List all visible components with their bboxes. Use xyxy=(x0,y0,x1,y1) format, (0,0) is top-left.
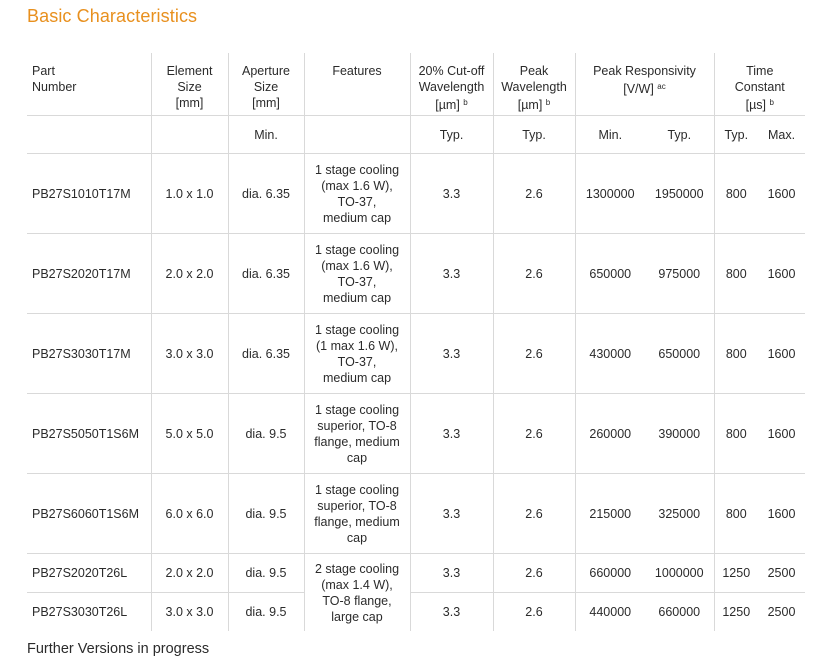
cell-element-size: 2.0 x 2.0 xyxy=(151,234,228,314)
header-element-size: Element Size [mm] xyxy=(151,53,228,116)
cell-aperture: dia. 6.35 xyxy=(228,234,304,314)
footer-note: Further Versions in progress xyxy=(27,641,210,657)
cell-cutoff: 3.3 xyxy=(410,234,493,314)
cell-resp-min: 215000 xyxy=(575,474,645,554)
table-row xyxy=(27,234,805,314)
subheader-tc-max: Max. xyxy=(758,116,805,154)
cell-aperture: dia. 9.5 xyxy=(228,474,304,554)
cell-resp-typ: 325000 xyxy=(645,474,714,554)
cell-features: 1 stage cooling (max 1.6 W), TO-37, medium cap xyxy=(304,154,410,234)
cell-peak: 2.6 xyxy=(493,234,575,314)
cell-tc-typ: 1250 xyxy=(714,554,758,593)
cell-resp-min: 1300000 xyxy=(575,154,645,234)
cell-cutoff: 3.3 xyxy=(410,554,493,593)
subheader-resp-typ: Typ. xyxy=(645,116,714,154)
subheader-row xyxy=(27,116,805,154)
cell-resp-min: 260000 xyxy=(575,394,645,474)
cell-tc-typ: 800 xyxy=(714,474,758,554)
cell-tc-max: 2500 xyxy=(758,554,805,593)
cell-tc-typ: 1250 xyxy=(714,593,758,632)
cell-part-number: PB27S2020T17M xyxy=(27,234,151,314)
cell-aperture: dia. 9.5 xyxy=(228,593,304,632)
cell-resp-typ: 1950000 xyxy=(645,154,714,234)
header-peak-responsivity: Peak Responsivity [V/W] $^{ac}$ xyxy=(575,53,714,116)
cell-part-number: PB27S2020T26L xyxy=(27,554,151,593)
cell-tc-max: 1600 xyxy=(758,314,805,394)
header-features: Features xyxy=(304,53,410,116)
header-row xyxy=(27,53,805,116)
header-cutoff-wavelength: 20% Cut-off Wavelength [µm] $^b$ xyxy=(410,53,493,116)
cell-element-size: 6.0 x 6.0 xyxy=(151,474,228,554)
cell-tc-typ: 800 xyxy=(714,394,758,474)
cell-aperture: dia. 9.5 xyxy=(228,554,304,593)
cell-cutoff: 3.3 xyxy=(410,474,493,554)
cell-part-number: PB27S5050T1S6M xyxy=(27,394,151,474)
cell-aperture: dia. 6.35 xyxy=(228,314,304,394)
cell-aperture: dia. 9.5 xyxy=(228,394,304,474)
cell-features: 1 stage cooling (1 max 1.6 W), TO-37, medium cap xyxy=(304,314,410,394)
cell-resp-typ: 1000000 xyxy=(645,554,714,593)
cell-element-size: 1.0 x 1.0 xyxy=(151,154,228,234)
cell-tc-typ: 800 xyxy=(714,154,758,234)
cell-element-size: 3.0 x 3.0 xyxy=(151,593,228,632)
cell-element-size: 2.0 x 2.0 xyxy=(151,554,228,593)
cell-resp-typ: 650000 xyxy=(645,314,714,394)
cell-tc-max: 1600 xyxy=(758,154,805,234)
cell-aperture: dia. 6.35 xyxy=(228,154,304,234)
cell-resp-typ: 975000 xyxy=(645,234,714,314)
cell-part-number: PB27S3030T17M xyxy=(27,314,151,394)
cell-tc-max: 1600 xyxy=(758,474,805,554)
subheader-peak-typ: Typ. xyxy=(493,116,575,154)
characteristics-table xyxy=(27,53,805,631)
cell-tc-max: 1600 xyxy=(758,394,805,474)
table-row xyxy=(27,154,805,234)
cell-cutoff: 3.3 xyxy=(410,394,493,474)
table-row xyxy=(27,554,805,593)
header-aperture-size: Aperture Size [mm] xyxy=(228,53,304,116)
cell-peak: 2.6 xyxy=(493,154,575,234)
cell-resp-typ: 390000 xyxy=(645,394,714,474)
table-row xyxy=(27,394,805,474)
cell-features: 1 stage cooling (max 1.6 W), TO-37, medium cap xyxy=(304,234,410,314)
cell-peak: 2.6 xyxy=(493,394,575,474)
cell-resp-min: 430000 xyxy=(575,314,645,394)
cell-peak: 2.6 xyxy=(493,314,575,394)
section-title: Basic Characteristics xyxy=(27,6,198,26)
cell-cutoff: 3.3 xyxy=(410,593,493,632)
table-row xyxy=(27,474,805,554)
cell-tc-max: 1600 xyxy=(758,234,805,314)
cell-peak: 2.6 xyxy=(493,593,575,632)
cell-resp-min: 440000 xyxy=(575,593,645,632)
subheader-aperture-min: Min. xyxy=(228,116,304,154)
cell-cutoff: 3.3 xyxy=(410,154,493,234)
subheader-cutoff-typ: Typ. xyxy=(410,116,493,154)
cell-element-size: 3.0 x 3.0 xyxy=(151,314,228,394)
cell-peak: 2.6 xyxy=(493,554,575,593)
cell-part-number: PB27S6060T1S6M xyxy=(27,474,151,554)
cell-tc-typ: 800 xyxy=(714,234,758,314)
cell-cutoff: 3.3 xyxy=(410,314,493,394)
header-time-constant: Time Constant [µs] $^b$ xyxy=(714,53,805,116)
cell-tc-max: 2500 xyxy=(758,593,805,632)
cell-features-shared: 2 stage cooling (max 1.4 W), TO-8 flange, large cap xyxy=(304,554,410,632)
cell-tc-typ: 800 xyxy=(714,314,758,394)
cell-resp-typ: 660000 xyxy=(645,593,714,632)
cell-features: 1 stage cooling superior, TO-8 flange, medium cap xyxy=(304,474,410,554)
cell-features: 1 stage cooling superior, TO-8 flange, medium cap xyxy=(304,394,410,474)
cell-part-number: PB27S1010T17M xyxy=(27,154,151,234)
cell-resp-min: 660000 xyxy=(575,554,645,593)
subheader-resp-min: Min. xyxy=(575,116,645,154)
table-row xyxy=(27,314,805,394)
header-part-number: Part Number xyxy=(32,64,77,94)
table-row xyxy=(27,593,805,632)
cell-part-number: PB27S3030T26L xyxy=(27,593,151,632)
subheader-tc-typ: Typ. xyxy=(714,116,758,154)
cell-peak: 2.6 xyxy=(493,474,575,554)
cell-element-size: 5.0 x 5.0 xyxy=(151,394,228,474)
cell-resp-min: 650000 xyxy=(575,234,645,314)
header-peak-wavelength: Peak Wavelength [µm] $^b$ xyxy=(493,53,575,116)
